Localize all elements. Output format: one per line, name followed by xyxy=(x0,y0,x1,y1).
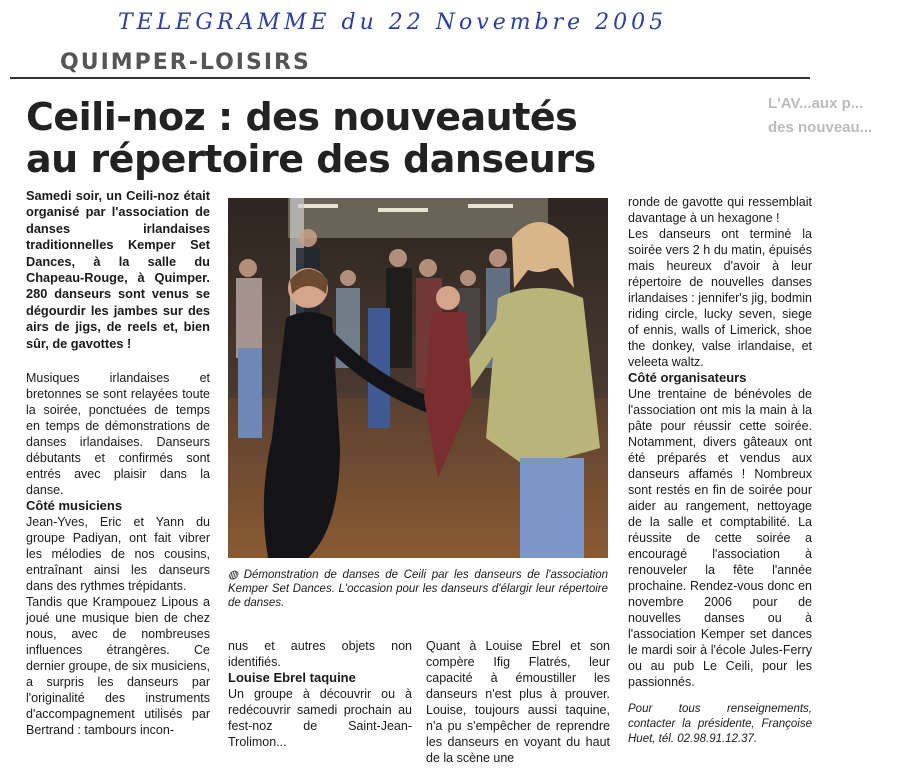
col4-text-3: Une trentaine de bénévoles de l'association ont mis la main à la pâte pour réussir cette soirée. Notamment, divers gâteaux ont été préparés et vendus aux danseurs affamés ! Nombreux sont restés en fin de soirée pour aider au rangement, nettoyage de la salle et comptabilité. La réussite de cette soirée a encouragé l'association à renouveler la fête l'année prochaine. Rendez-vous donc en novembre 2006 pour de nouvelles danses ou à l'association Kemper set dances le mardi soir à l'école Jules-Ferry ou au pub Le Ceili, pour les passionnés. xyxy=(628,387,812,689)
dance-photo-illustration xyxy=(228,198,608,558)
col3-text: Quant à Louise Ebrel et son compère Ifig Flatrés, leur capacité à émoustiller les danseurs n'est plus à prouver. Louise, toujours aussi taquine, n'a pu s'empêcher de reprendre les danseurs en voyant du haut de la scène une xyxy=(426,639,610,765)
col2-text: nus et autres objets non identifiés. xyxy=(228,639,412,669)
right-teaser-line1: L'AV...aux p... xyxy=(768,95,864,112)
dance-photo xyxy=(228,198,608,558)
col2-text-2: Un groupe à découvrir ou à redécouvrir samedi prochain au fest-noz de Saint-Jean-Trolimon... xyxy=(228,687,412,749)
col4-text-2: Les danseurs ont terminé la soirée vers 2 h du matin, épuisés mais heureux d'avoir à leur répertoire de nouvelles danses irlandaises : jennifer's jig, bodmin riding circle, lucky seven, siege of ennis, walls of Limerick, shoe the donkey, valse irlandaise, et veleeta waltz. xyxy=(628,227,812,369)
column-4 xyxy=(628,194,812,747)
top-rule xyxy=(10,77,810,79)
column-2 xyxy=(228,638,412,750)
headline-line1: Ceili-noz : des nouveautés xyxy=(26,95,578,139)
right-teaser-line2: des nouveau... xyxy=(768,119,873,136)
headline-line2: au répertoire des danseurs xyxy=(26,137,596,181)
clipping-note: TELEGRAMME du 22 Novembre 2005 xyxy=(118,10,668,35)
column-3 xyxy=(426,638,610,766)
musiciens-text-1: Jean-Yves, Eric et Yann du groupe Padiyan, ont fait vibrer les mélodies de nos cousins, entraînant ainsi les danseurs dans des rythmes trépidants. xyxy=(26,515,210,594)
column-1 xyxy=(26,188,210,738)
contact-info: Pour tous renseignements, contacter la présidente, Françoise Huet, tél. 02.98.91.12.37. xyxy=(628,703,812,745)
caption-text: Démonstration de danses de Ceili par les danseurs de l'association Kemper Set Dances. L'occasion pour les danseurs d'élargir leur répertoire de danses. xyxy=(228,569,609,609)
subtitle-louise: Louise Ebrel taquine xyxy=(228,670,356,685)
col4-text-1: ronde de gavotte qui ressemblait davantage à un hexagone ! xyxy=(628,195,812,225)
caption-bullet-icon: ◍ xyxy=(228,569,244,581)
photo-caption xyxy=(228,568,608,610)
musiciens-text-2: Tandis que Krampouez Lipous a joué une musique bien de chez nous, avec de nombreuses influences étrangères. Ce dernier groupe, de six musiciens, a surpris les danseurs par l'originalité des instruments d'accompagnement utilisés par Bertrand : tambours incon- xyxy=(26,595,210,738)
headline xyxy=(26,96,766,180)
subtitle-musiciens: Côté musiciens xyxy=(26,498,123,514)
subtitle-organisateurs: Côté organisateurs xyxy=(628,370,747,385)
right-teaser xyxy=(768,92,872,140)
lead-paragraph: Samedi soir, un Ceili-noz était organisé par l'association de danses irlandaises traditionnelles Kemper Set Dances, à la salle du Chapeau-Rouge, à Quimper. 280 danseurs sont venus se dégourdir les jambes sur des airs de jigs, de reels et, bien sûr, de gavottes ! xyxy=(26,188,210,351)
section-title: QUIMPER-LOISIRS xyxy=(60,50,311,75)
paragraph-1: Musiques irlandaises et bretonnes se sont relayées toute la soirée, ponctuées de temps en temps de démonstrations de danses irlandaises. Danseurs débutants et confirmés sont entrés avec plaisir dans la danse. xyxy=(26,371,210,498)
